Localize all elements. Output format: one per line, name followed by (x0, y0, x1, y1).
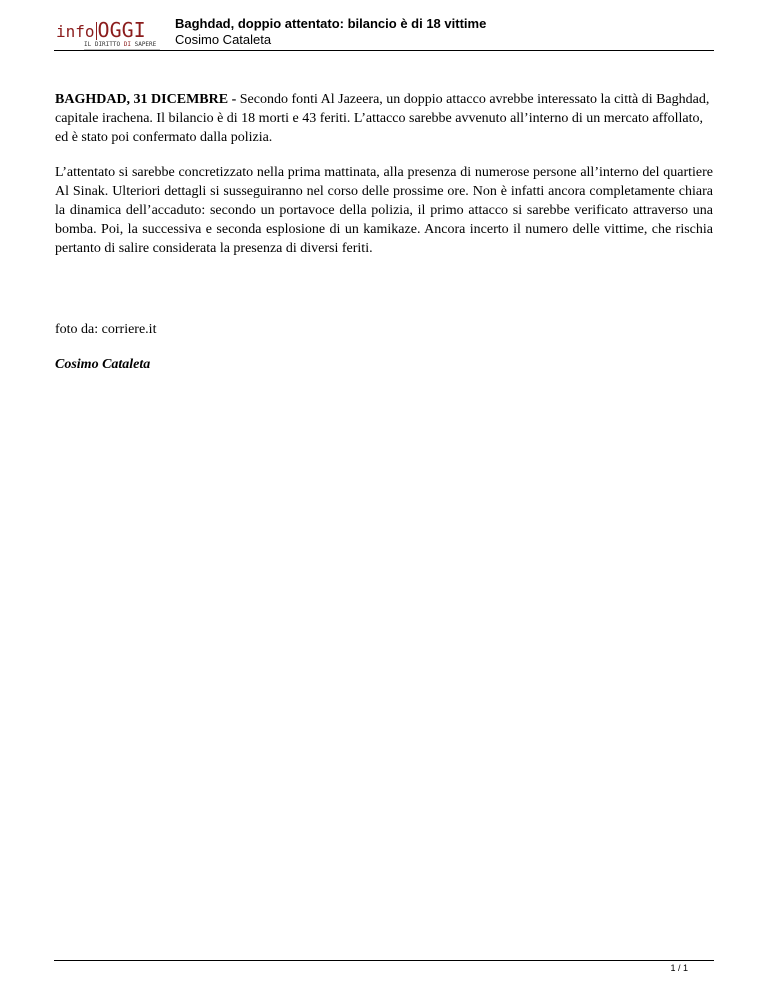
article-body (55, 90, 713, 274)
footer-divider (54, 960, 714, 961)
photo-credit: foto da: corriere.it (55, 322, 157, 337)
page-header (54, 14, 714, 52)
logo-tagline (84, 41, 156, 48)
infooggi-logo (54, 17, 166, 51)
article-paragraph-1 (55, 90, 713, 147)
page-number: 1 / 1 (670, 963, 688, 973)
logo-oggi-text: OGGI (97, 18, 146, 42)
logo-info-text: info (56, 22, 95, 41)
logo-tagline-part-2: DI (123, 41, 131, 48)
article-signature: Cosimo Cataleta (55, 357, 151, 372)
logo-tagline-part-3: SAPERE (130, 41, 157, 48)
article-paragraph-1-text: Secondo fonti Al Jazeera, un doppio attacco avrebbe interessato la città di Baghdad, capitale irachena. Il bilancio è di 18 morti e 43 feriti. L’attacco sarebbe avvenuto all’interno di un mercato affollato, ed è stato poi confermato dalla polizia. (55, 92, 710, 145)
header-divider (54, 50, 714, 51)
article-dateline: BAGHDAD, 31 DICEMBRE - (55, 92, 237, 107)
logo-tagline-part-1: IL DIRITTO (84, 41, 124, 48)
logo-wordmark (56, 18, 146, 42)
header-author: Cosimo Cataleta (175, 32, 272, 47)
article-paragraph-2: L’attentato si sarebbe concretizzato nella prima mattinata, alla presenza di numerose persone all’interno del quartiere Al Sinak. Ulteriori dettagli si susseguiranno nel corso delle prossime ore. Non è infatti ancora completamente chiara la dinamica dell’accaduto: secondo un portavoce della polizia, il primo attacco si sarebbe verificato attraverso una bomba. Poi, la successiva e seconda esplosione di un kamikaze. Ancora incerto il numero delle vittime, che rischia pertanto di salire considerata la presenza di diversi feriti. (55, 165, 713, 256)
header-title: Baghdad, doppio attentato: bilancio è di 18 vittime (175, 16, 487, 31)
logo-separator (96, 22, 97, 40)
